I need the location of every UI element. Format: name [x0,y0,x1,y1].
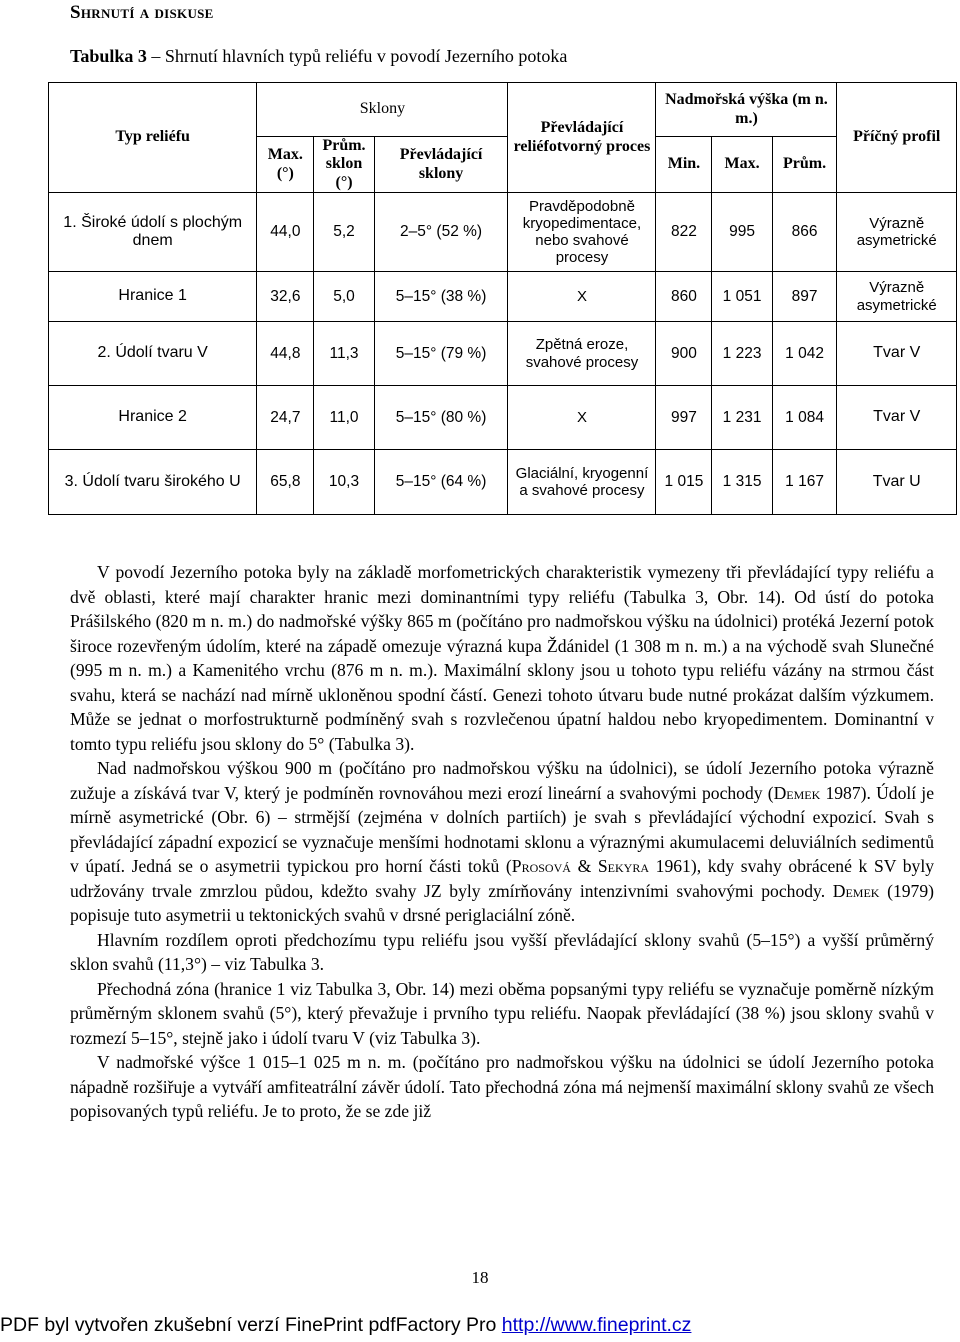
body-text [70,560,934,1124]
paragraph: Přechodná zóna (hranice 1 viz Tabulka 3, Obr. 14) mezi oběma popsanými typy reliéfu se vyznačuje poměrně nízkým průměrným sklonem svahů (5°), který převažuje i prvního typu reliéfu. Naopak převládající (38 %) jsou sklony svahů v rozmezí 5–15°, stejně jako i údolí tvaru V (viz Tabulka 3). [70,978,934,1048]
row-relief-type: 1. Široké údolí s plochým dnem [49,193,257,272]
table-row [49,272,957,322]
row-alt-max: 1 051 [712,272,772,322]
citation-author: Demek [832,880,880,901]
row-alt-max: 1 315 [712,450,772,515]
citation-author: Prosová [511,856,571,876]
row-process: Zpětná eroze, svahové procesy [508,322,656,386]
row-profile: Výrazně asymetrické [837,272,957,322]
paragraph-text: 1961), kdy svahy obrácené k SV byly udržovány trvale zmrzlou půdou, kdežto svahy JZ byly zmírňovány intenzivními svahovými pochody. [70,856,935,901]
row-process-x: X [508,272,656,322]
table-caption [70,46,567,67]
row-alt-min: 822 [656,193,712,272]
row-relief-type: 3. Údolí tvaru širokého U [49,450,257,515]
table-row [49,386,957,450]
table-row [49,193,957,272]
row-mean: 11,3 [314,322,374,386]
row-relief-type: 2. Údolí tvaru V [49,322,257,386]
row-profile: Tvar V [837,322,957,386]
row-alt-mean: 1 042 [772,322,837,386]
row-process: Pravděpodobně kryopedimentace, nebo svahové procesy [508,193,656,272]
row-alt-mean: 1 084 [772,386,837,450]
page-number: 18 [471,1268,489,1287]
header-alt-mean: Prům. [772,137,837,193]
row-alt-max: 995 [712,193,772,272]
header-alt-max: Max. [712,137,772,193]
row-alt-max: 1 231 [712,386,772,450]
row-mean: 5,0 [314,272,374,322]
row-alt-mean: 897 [772,272,837,322]
header-relief-type: Typ reliéfu [49,83,257,193]
row-mean: 5,2 [314,193,374,272]
paragraph-text: & [570,856,598,876]
row-slopes: 2–5° (52 %) [374,193,508,272]
row-slopes: 5–15° (38 %) [374,272,508,322]
row-profile: Výrazně asymetrické [837,193,957,272]
row-max: 44,0 [257,193,314,272]
row-max: 24,7 [257,386,314,450]
paragraph [70,756,934,928]
row-mean: 11,0 [314,386,374,450]
paragraph-text: (1979) popisuje tuto asymetrii u tektonických svahů v drsné periglaciální zóně. [70,880,934,925]
paragraph: V povodí Jezerního potoka byly na základě morfometrických charakteristik vymezeny tři převládající typy reliéfu a dvě oblasti, které mají charakter hranic mezi dominantními typy reliéfu (Tabulka 3, Obr. 14). Od ústí do potoka Prášilského (820 m n. m.) do nadmořské výšky 865 m (počítáno pro nadmořskou výšku na údolnici) protéká Jezerní potok široce rozevřeným údolím, které na západě omezuje výrazná kupa Ždánidel (1 308 m n. m.) a na východě svah Slunečné (995 m n. m.) a Kamenitého vrchu (876 m n. m.). Maximální sklony jsou u tohoto typu reliéfu vázány na strmou část svahu, která se nachází nad mírně ukloněnou spodní částí. Genezi tohoto útvaru bude nutné prokázat dalším výzkumem. Může se jednat o morfostrukturně podmíněný svah s rozvlečenou úpatní haldou nebo kryopedimentem. Dominantní v tomto typu reliéfu jsou sklony do 5° (Tabulka 3). [70,562,934,754]
row-process: Glaciální, kryogenní a svahové procesy [508,450,656,515]
row-max: 44,8 [257,322,314,386]
section-heading: Shrnutí a diskuse [70,2,214,23]
paragraph-text: Nad nadmořskou výškou 900 m (počítáno pro nadmořskou výšku na údolnici), se údolí Jezerního potoka výrazně zužuje a získává tvar V, který je podmíněn rovnováhou mezi erozí lineární a svahovými pochody ( [70,758,934,803]
row-alt-min: 860 [656,272,712,322]
row-alt-mean: 1 167 [772,450,837,515]
row-alt-max: 1 223 [712,322,772,386]
header-dominant-slopes: Převládající sklony [374,137,508,193]
header-mean-slope: Prům. sklon (°) [314,137,374,193]
row-slopes: 5–15° (64 %) [374,450,508,515]
header-slopes: Sklony [257,83,508,137]
row-mean: 10,3 [314,450,374,515]
paragraph: Hlavním rozdílem oproti předchozímu typu reliéfu jsou vyšší převládající sklony svahů (5–15°) a vyšší průměrný sklon svahů (11,3°) – viz Tabulka 3. [70,929,934,974]
row-alt-mean: 866 [772,193,837,272]
row-slopes: 5–15° (79 %) [374,322,508,386]
watermark-link[interactable]: http://www.fineprint.cz [501,1314,692,1336]
citation-author: Demek [773,782,821,803]
row-slopes: 5–15° (80 %) [374,386,508,450]
relief-summary-table [48,82,957,515]
table-row [49,322,957,386]
header-alt-min: Min. [656,137,712,193]
table-row [49,450,957,515]
header-process: Převládající reliéfotvorný proces [508,83,656,193]
row-profile: Tvar V [837,386,957,450]
citation-author: Sekyra [597,856,650,876]
row-max: 65,8 [257,450,314,515]
paragraph-text: 1987). Údolí je mírně asymetrické (Obr. 6) – strmější (zejména v dolních partiích) je svah s převládající východní expozicí. Svah s převládající západní expozicí se vyznačuje menšími hodnotami sklonu a výraznými akumulacemi deluviálních sedimentů v úpatí. Jedná se o asymetrii typickou pro horní části toků ( [70,782,934,876]
table-caption-text: – Shrnutí hlavních typů reliéfu v povodí Jezerního potoka [146,46,568,66]
row-alt-min: 1 015 [656,450,712,515]
header-cross-profile: Příčný profil [837,83,957,193]
row-relief-type: Hranice 1 [49,272,257,322]
pdf-watermark-footer [0,1314,691,1337]
row-relief-type: Hranice 2 [49,386,257,450]
table-caption-label: Tabulka 3 [70,46,147,66]
row-alt-min: 900 [656,322,712,386]
row-process-x: X [508,386,656,450]
header-altitude: Nadmořská výška (m n. m.) [656,83,837,137]
header-max-slope: Max. (°) [257,137,314,193]
watermark-text: PDF byl vytvořen zkušební verzí FinePrint pdfFactory Pro [0,1314,502,1336]
row-profile: Tvar U [837,450,957,515]
row-alt-min: 997 [656,386,712,450]
paragraph: V nadmořské výšce 1 015–1 025 m n. m. (počítáno pro nadmořskou výšku na údolnici se údolí Jezerního potoka nápadně rozšiřuje a vytváří amfiteatrální závěr údolí. Tato přechodná zóna má nejmenší maximální sklony svahů ze všech popisovaných typů reliéfu. Je to proto, že se zde již [70,1052,934,1121]
row-max: 32,6 [257,272,314,322]
